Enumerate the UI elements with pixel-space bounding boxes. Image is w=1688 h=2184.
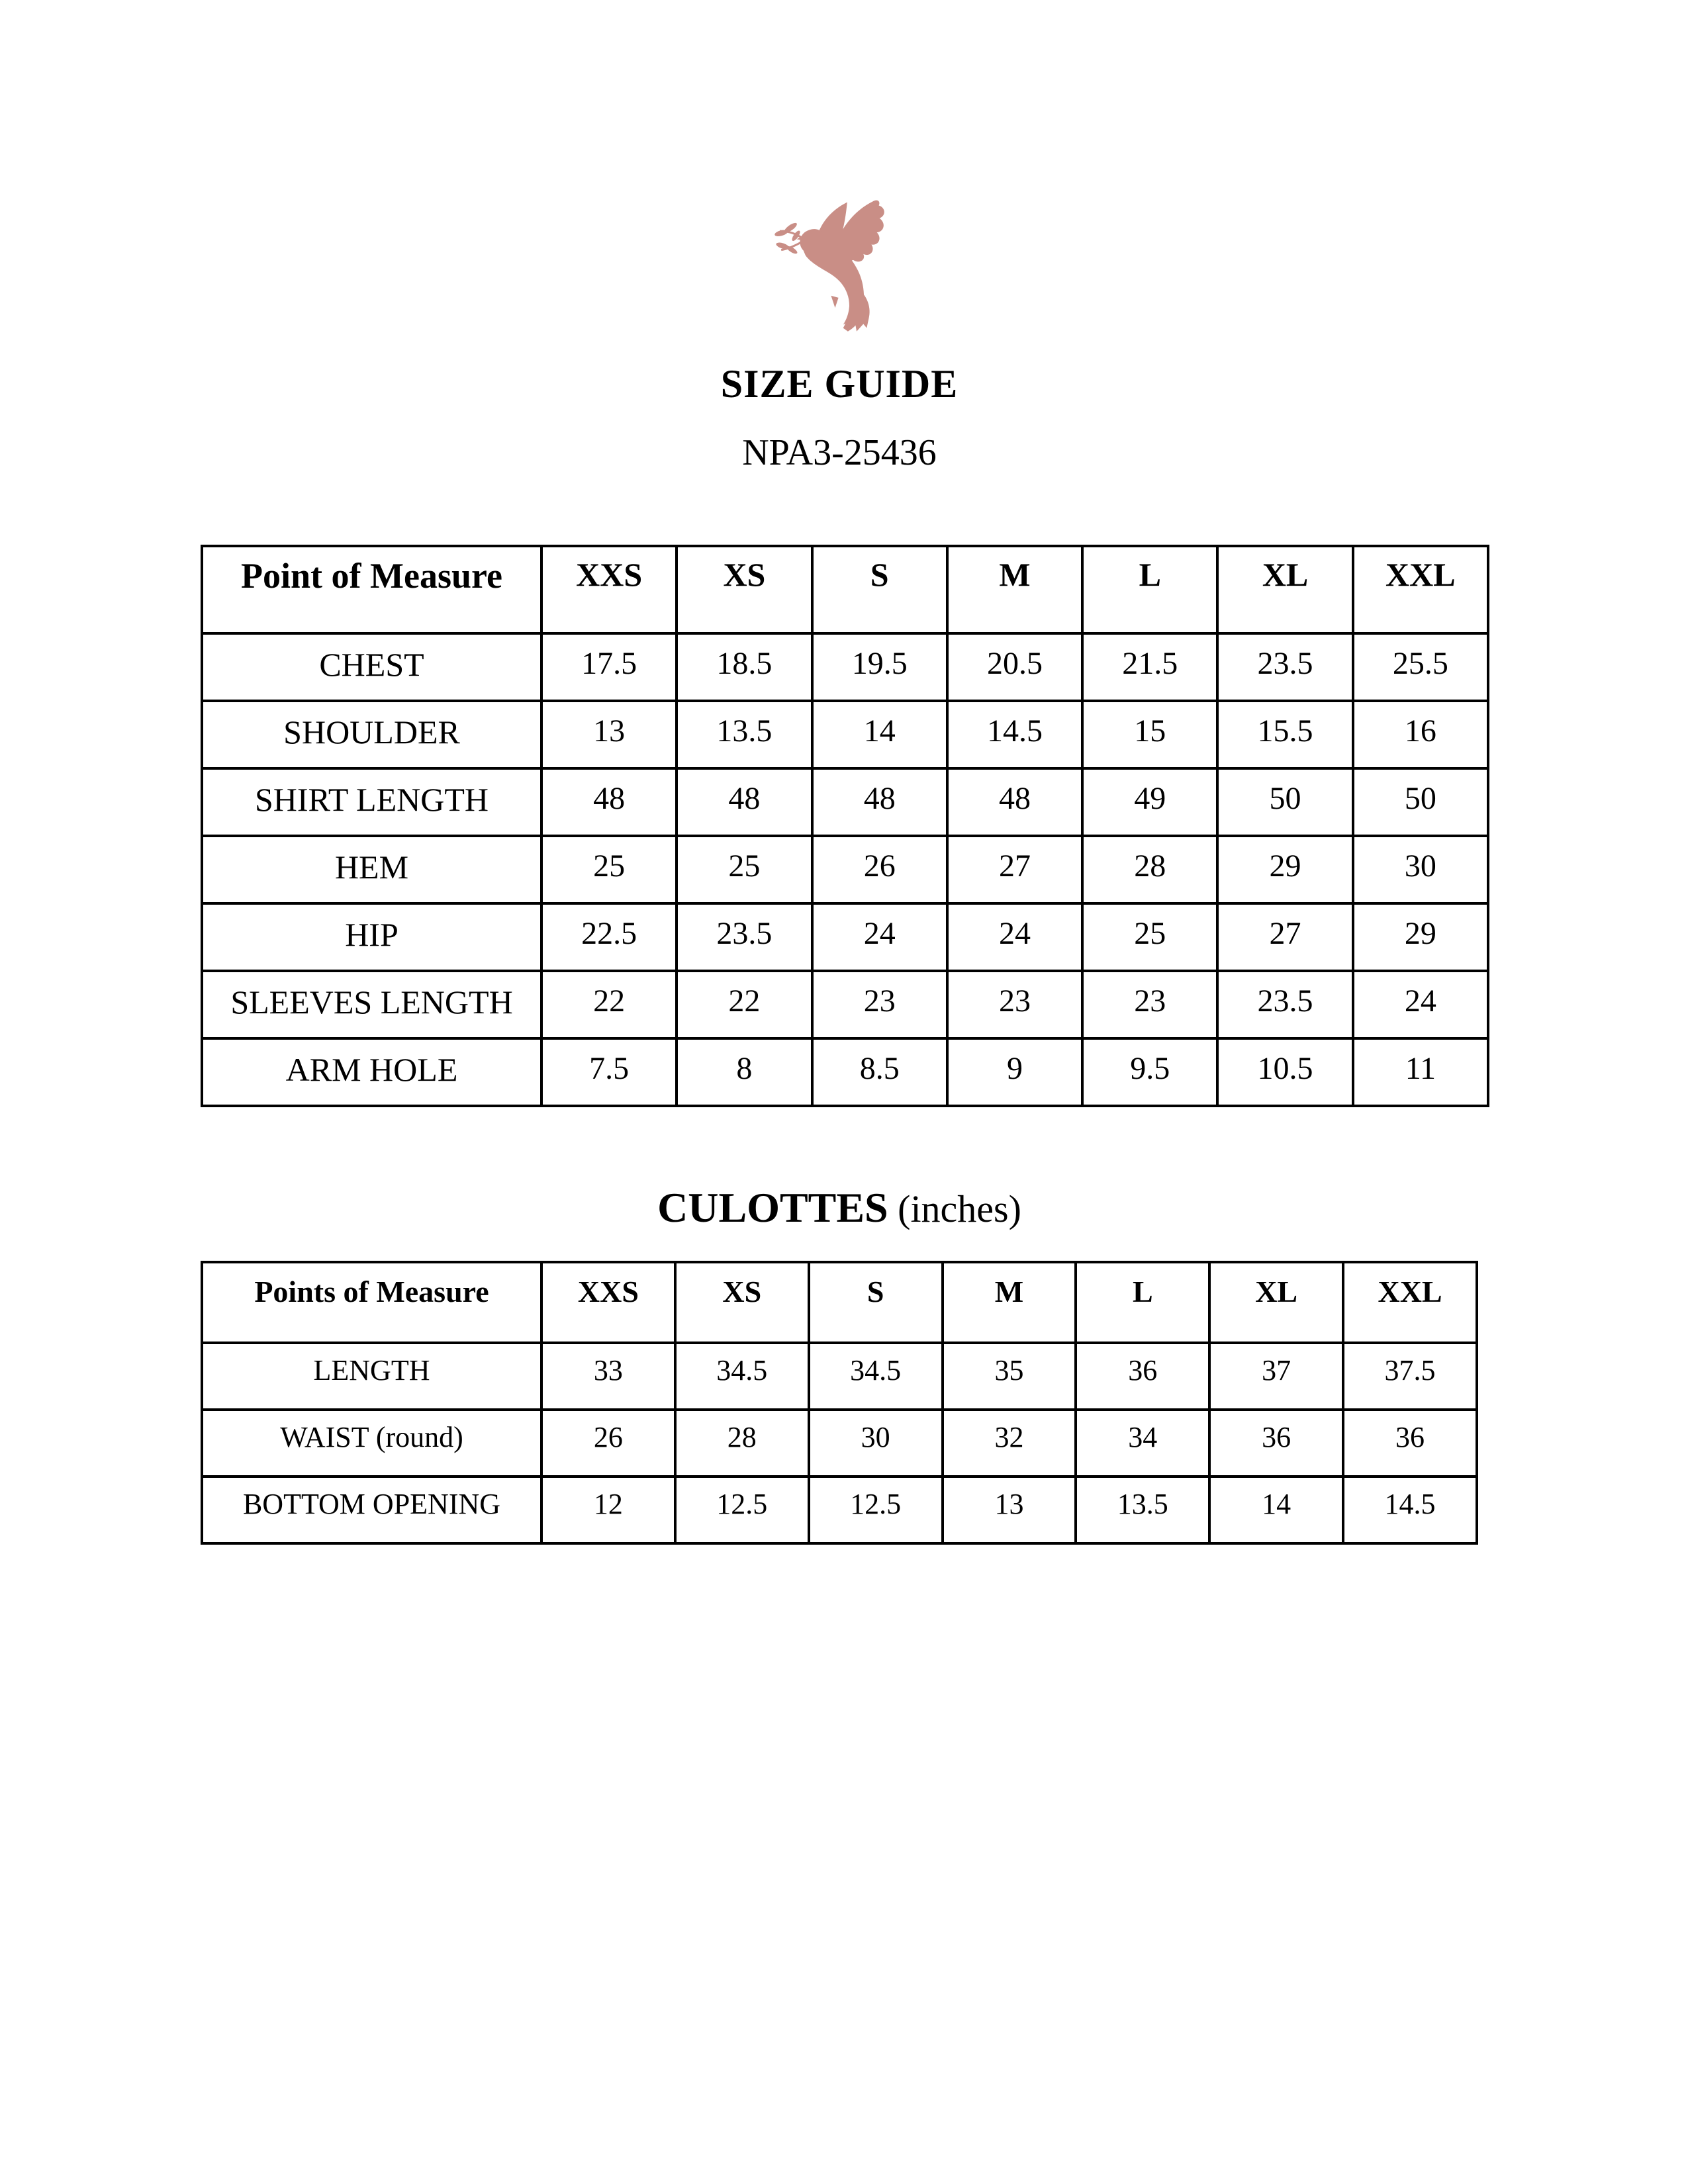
measurement-value: 20.5 [947, 633, 1082, 701]
measurement-value: 25 [677, 836, 812, 903]
measurement-value: 15 [1082, 701, 1217, 768]
measurement-value: 24 [812, 903, 947, 971]
measurement-value: 13 [541, 701, 677, 768]
point-of-measure-label: HIP [202, 903, 541, 971]
measurement-value: 34.5 [809, 1343, 943, 1410]
measurement-value: 12.5 [675, 1477, 809, 1543]
measurement-value: 49 [1082, 768, 1217, 836]
culottes-heading-units: (inches) [888, 1187, 1021, 1230]
measurement-value: 28 [1082, 836, 1217, 903]
measurement-value: 35 [943, 1343, 1076, 1410]
measurement-value: 22 [541, 971, 677, 1038]
measurement-value: 34 [1076, 1410, 1209, 1477]
style-code: NPA3-25436 [742, 432, 937, 473]
size-column-header: XL [1217, 546, 1352, 633]
point-of-measure-label: BOTTOM OPENING [202, 1477, 541, 1543]
size-column-header: M [947, 546, 1082, 633]
measurement-value: 14 [1209, 1477, 1343, 1543]
measurement-value: 24 [1353, 971, 1488, 1038]
measurement-row [202, 1343, 1477, 1410]
size-column-header: XXL [1343, 1262, 1477, 1343]
culottes-section-heading [201, 1183, 1478, 1232]
measurement-value: 24 [947, 903, 1082, 971]
measurement-value: 14 [812, 701, 947, 768]
point-of-measure-label: ARM HOLE [202, 1038, 541, 1106]
measurement-value: 13.5 [677, 701, 812, 768]
measurement-value: 9.5 [1082, 1038, 1217, 1106]
measurement-value: 37 [1209, 1343, 1343, 1410]
measurement-row [202, 701, 1488, 768]
measurement-value: 25.5 [1353, 633, 1488, 701]
measurement-value: 26 [541, 1410, 675, 1477]
measurement-row [202, 768, 1488, 836]
measurement-value: 23.5 [1217, 633, 1352, 701]
measurement-value: 16 [1353, 701, 1488, 768]
measurement-value: 48 [947, 768, 1082, 836]
page-title: SIZE GUIDE [720, 362, 959, 406]
measurement-value: 25 [1082, 903, 1217, 971]
point-of-measure-label: SHIRT LENGTH [202, 768, 541, 836]
measurement-value: 37.5 [1343, 1343, 1477, 1410]
size-column-header: S [812, 546, 947, 633]
dove-olive-branch-icon [774, 196, 894, 332]
size-column-header: XXL [1353, 546, 1488, 633]
measurement-row [202, 633, 1488, 701]
measurement-value: 8 [677, 1038, 812, 1106]
dove-logo [774, 196, 894, 332]
measurement-value: 48 [677, 768, 812, 836]
point-of-measure-label: LENGTH [202, 1343, 541, 1410]
measurement-value: 11 [1353, 1038, 1488, 1106]
point-of-measure-label: SLEEVES LENGTH [202, 971, 541, 1038]
measurement-value: 36 [1343, 1410, 1477, 1477]
measurement-value: 23 [947, 971, 1082, 1038]
point-of-measure-label: HEM [202, 836, 541, 903]
measurement-row [202, 1477, 1477, 1543]
measurement-value: 30 [1353, 836, 1488, 903]
measurement-value: 30 [809, 1410, 943, 1477]
shirt-size-table [201, 545, 1489, 1107]
size-column-header: L [1082, 546, 1217, 633]
measurement-value: 50 [1353, 768, 1488, 836]
culottes-heading-bold: CULOTTES [657, 1184, 888, 1231]
measurement-row [202, 971, 1488, 1038]
measurement-value: 23.5 [677, 903, 812, 971]
culottes-size-table [201, 1261, 1478, 1545]
measurement-value: 22.5 [541, 903, 677, 971]
measurement-value: 29 [1217, 836, 1352, 903]
measurement-value: 17.5 [541, 633, 677, 701]
measurement-value: 12 [541, 1477, 675, 1543]
measurement-value: 8.5 [812, 1038, 947, 1106]
measurement-row [202, 1410, 1477, 1477]
culottes-table-header-row [202, 1262, 1477, 1343]
measurement-value: 48 [812, 768, 947, 836]
measurement-value: 23.5 [1217, 971, 1352, 1038]
measurement-value: 36 [1076, 1343, 1209, 1410]
measurement-value: 13.5 [1076, 1477, 1209, 1543]
measurement-value: 21.5 [1082, 633, 1217, 701]
measurement-value: 23 [812, 971, 947, 1038]
size-column-header: XS [677, 546, 812, 633]
measurement-value: 48 [541, 768, 677, 836]
measurement-value: 50 [1217, 768, 1352, 836]
measurement-value: 19.5 [812, 633, 947, 701]
size-column-header: XL [1209, 1262, 1343, 1343]
size-column-header: XXS [541, 546, 677, 633]
point-of-measure-label: SHOULDER [202, 701, 541, 768]
measurement-value: 29 [1353, 903, 1488, 971]
size-column-header: XXS [541, 1262, 675, 1343]
shirt-table-corner-header: Point of Measure [202, 546, 541, 633]
measurement-value: 12.5 [809, 1477, 943, 1543]
measurement-value: 28 [675, 1410, 809, 1477]
size-column-header: M [943, 1262, 1076, 1343]
measurement-row [202, 903, 1488, 971]
measurement-row [202, 1038, 1488, 1106]
size-column-header: L [1076, 1262, 1209, 1343]
size-column-header: XS [675, 1262, 809, 1343]
measurement-value: 15.5 [1217, 701, 1352, 768]
measurement-value: 13 [943, 1477, 1076, 1543]
measurement-value: 7.5 [541, 1038, 677, 1106]
measurement-row [202, 836, 1488, 903]
measurement-value: 26 [812, 836, 947, 903]
measurement-value: 27 [947, 836, 1082, 903]
measurement-value: 9 [947, 1038, 1082, 1106]
measurement-value: 10.5 [1217, 1038, 1352, 1106]
measurement-value: 33 [541, 1343, 675, 1410]
shirt-table-header-row [202, 546, 1488, 633]
size-column-header: S [809, 1262, 943, 1343]
point-of-measure-label: CHEST [202, 633, 541, 701]
measurement-value: 23 [1082, 971, 1217, 1038]
measurement-value: 18.5 [677, 633, 812, 701]
measurement-value: 36 [1209, 1410, 1343, 1477]
point-of-measure-label: WAIST (round) [202, 1410, 541, 1477]
measurement-value: 27 [1217, 903, 1352, 971]
culottes-table-corner-header: Points of Measure [202, 1262, 541, 1343]
measurement-value: 14.5 [947, 701, 1082, 768]
measurement-value: 25 [541, 836, 677, 903]
measurement-value: 14.5 [1343, 1477, 1477, 1543]
measurement-value: 22 [677, 971, 812, 1038]
measurement-value: 32 [943, 1410, 1076, 1477]
measurement-value: 34.5 [675, 1343, 809, 1410]
